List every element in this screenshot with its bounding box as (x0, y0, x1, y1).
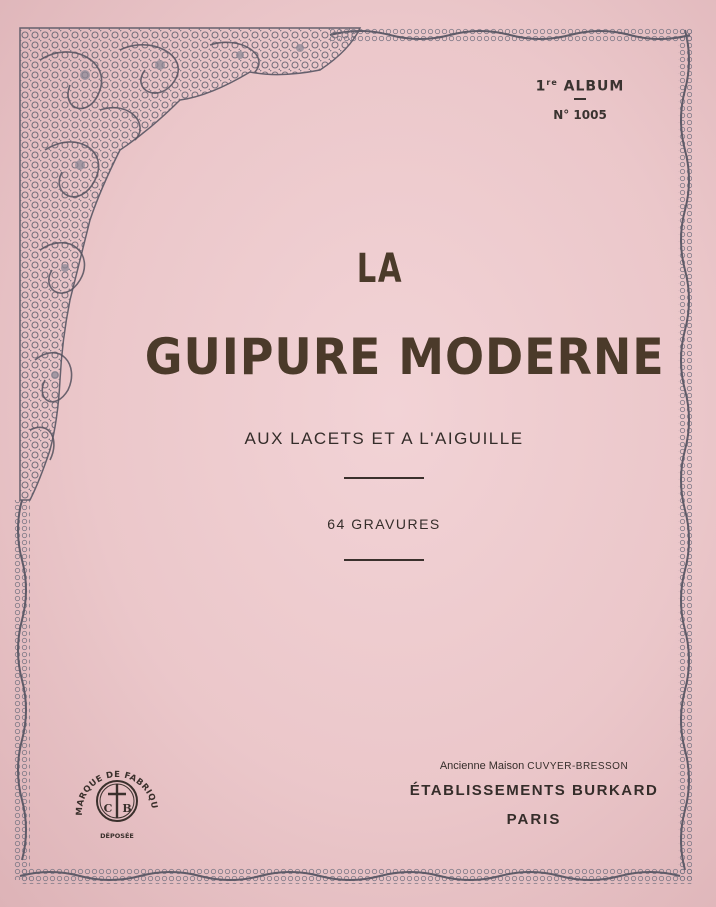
engravings-count: 64 GRAVURES (327, 516, 441, 532)
svg-text:MARQUE DE FABRIQUE (70, 754, 159, 816)
publisher-city: PARIS (506, 811, 562, 828)
album-number-block (520, 78, 640, 122)
publisher-former-firm: CUVYER-BRESSON (527, 761, 629, 772)
album-label-word: ALBUM (557, 78, 625, 95)
title-main: GUIPURE MODERNE (144, 328, 665, 386)
album-label-number: 1 (535, 78, 547, 95)
seal-circle-text: MARQUE DE FABRIQU (74, 769, 159, 816)
title-article: LA (356, 246, 404, 292)
publisher-former-prefix: Ancienne Maison (439, 760, 528, 772)
publisher-block (404, 760, 664, 828)
album-catalog-number: N° 1005 (553, 107, 607, 122)
seal-monogram-left: C (103, 802, 113, 815)
album-dash-divider (574, 98, 586, 100)
seal-monogram-right: B (122, 802, 132, 815)
seal-bottom-text: DÉPOSÉE (100, 832, 134, 840)
album-label (520, 78, 640, 95)
publisher-former-house (404, 760, 664, 772)
divider-rule-top (344, 477, 424, 479)
album-label-superscript: re (546, 78, 558, 87)
divider-rule-bottom (344, 559, 424, 561)
subtitle: AUX LACETS ET A L'AIGUILLE (244, 429, 524, 448)
publisher-establishments: ÉTABLISSEMENTS BURKARD (409, 782, 659, 799)
trademark-seal (70, 754, 164, 848)
